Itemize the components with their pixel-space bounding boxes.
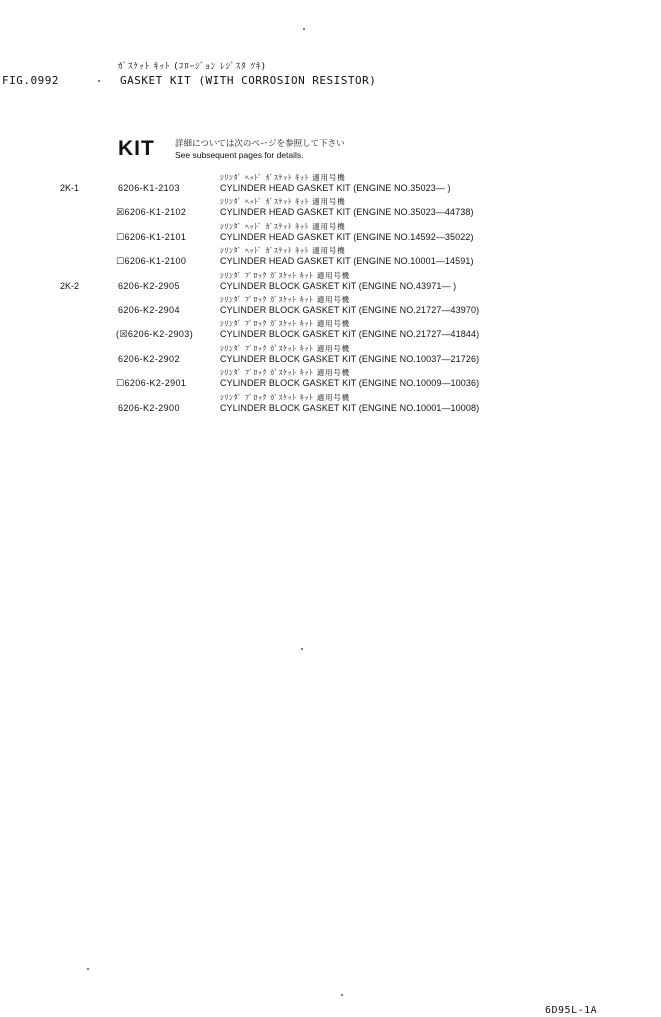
scan-speck [301, 648, 303, 650]
page-code: 6D95L-1A [545, 1005, 598, 1016]
part-number: 6206-K2-2900 [118, 402, 180, 413]
section-note-japanese: 詳細については次のページを参照して下さい [175, 139, 345, 149]
page-title: GASKET KIT (WITH CORROSION RESISTOR) [120, 74, 377, 87]
figure-number: FIG.0992 [2, 74, 59, 87]
part-description-japanese: ｼﾘﾝﾀﾞ ﾍｯﾄﾞ ｶﾞｽｹｯﾄ ｷｯﾄ 適用号機 [220, 173, 346, 182]
part-number: 6206-K2-2905 [118, 280, 180, 291]
part-number: (☒6206-K2-2903) [116, 329, 194, 340]
section-heading: KIT [118, 137, 155, 160]
part-description-english: CYLINDER HEAD GASKET KIT (ENGINE NO.10001—14591) [220, 256, 474, 267]
part-description-japanese: ｼﾘﾝﾀﾞ ﾍｯﾄﾞ ｶﾞｽｹｯﾄ ｷｯﾄ 適用号機 [220, 221, 346, 231]
part-number: 6206-K1-2103 [118, 183, 180, 193]
part-number: ☐6206-K1-2101 [116, 231, 187, 242]
japanese-title: ｶﾞｽｹｯﾄ ｷｯﾄ (ｺﾛｰｼﾞｮﾝ ﾚｼﾞｽﾀ ﾂｷ) [118, 62, 266, 72]
part-number: ☒6206-K1-2102 [116, 207, 187, 218]
part-number: ☐6206-K2-2901 [116, 378, 187, 389]
scan-speck [98, 80, 100, 82]
part-number: ☐6206-K1-2100 [116, 256, 187, 267]
section-note-english: See subsequent pages for details. [175, 150, 304, 160]
part-description-japanese: ｼﾘﾝﾀﾞ ﾌﾞﾛｯｸ ｶﾞｽｹｯﾄ ｷｯﾄ 適用号機 [220, 392, 350, 402]
part-ref-number: 2K-1 [60, 183, 80, 193]
part-description-english: CYLINDER BLOCK GASKET KIT (ENGINE NO.10001—10008) [220, 402, 480, 413]
part-description-english: CYLINDER HEAD GASKET KIT (ENGINE NO.35023— ) [220, 183, 451, 193]
scan-speck [341, 994, 343, 996]
part-description-english: CYLINDER HEAD GASKET KIT (ENGINE NO.35023—44738) [220, 207, 474, 218]
part-number: 6206-K2-2902 [118, 353, 180, 364]
scan-speck [303, 28, 305, 30]
part-description-japanese: ｼﾘﾝﾀﾞ ﾍｯﾄﾞ ｶﾞｽｹｯﾄ ｷｯﾄ 適用号機 [220, 197, 346, 207]
part-description-japanese: ｼﾘﾝﾀﾞ ﾌﾞﾛｯｸ ｶﾞｽｹｯﾄ ｷｯﾄ 適用号機 [220, 343, 350, 353]
part-description-english: CYLINDER BLOCK GASKET KIT (ENGINE NO.21727—43970) [220, 305, 480, 315]
part-description-japanese: ｼﾘﾝﾀﾞ ﾌﾞﾛｯｸ ｶﾞｽｹｯﾄ ｷｯﾄ 適用号機 [220, 319, 350, 329]
part-description-japanese: ｼﾘﾝﾀﾞ ﾌﾞﾛｯｸ ｶﾞｽｹｯﾄ ｷｯﾄ 適用号機 [220, 368, 350, 378]
part-number: 6206-K2-2904 [118, 305, 180, 315]
part-ref-number: 2K-2 [60, 280, 80, 291]
part-description-japanese: ｼﾘﾝﾀﾞ ﾌﾞﾛｯｸ ｶﾞｽｹｯﾄ ｷｯﾄ 適用号機 [220, 270, 350, 280]
part-description-japanese: ｼﾘﾝﾀﾞ ﾍｯﾄﾞ ｶﾞｽｹｯﾄ ｷｯﾄ 適用号機 [220, 246, 346, 256]
part-description-english: CYLINDER BLOCK GASKET KIT (ENGINE NO.43971— ) [220, 280, 457, 291]
scan-speck [87, 968, 89, 970]
part-description-english: CYLINDER BLOCK GASKET KIT (ENGINE NO.21727—41844) [220, 329, 480, 340]
part-description-english: CYLINDER BLOCK GASKET KIT (ENGINE NO.10037—21726) [220, 353, 480, 364]
part-description-english: CYLINDER BLOCK GASKET KIT (ENGINE NO.10009—10036) [220, 378, 480, 389]
part-description-japanese: ｼﾘﾝﾀﾞ ﾌﾞﾛｯｸ ｶﾞｽｹｯﾄ ｷｯﾄ 適用号機 [220, 295, 350, 304]
part-description-english: CYLINDER HEAD GASKET KIT (ENGINE NO.14592—35022) [220, 231, 474, 242]
